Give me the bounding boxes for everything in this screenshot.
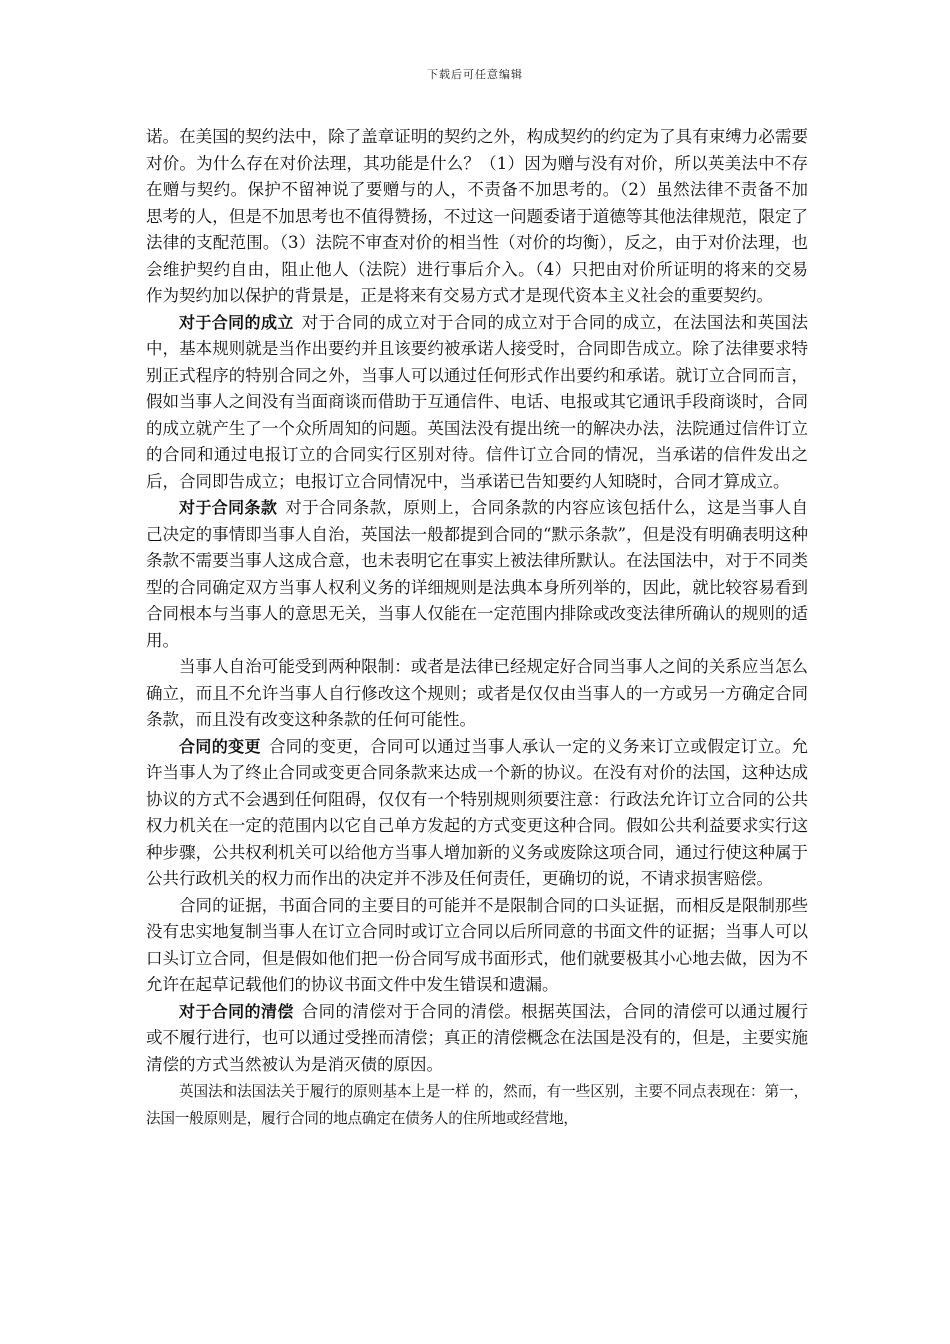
paragraph-text: 当事人自治可能受到两种限制：或者是法律已经规定好合同当事人之间的关系应当怎么确立，而且不允许当事人自行修改这个规则；或者是仅仅由当事人的一方或另一方确定合同条款，而且没有改变这种条款的任何可能性。 — [146, 657, 808, 729]
paragraph-autonomy — [146, 654, 808, 734]
paragraph-discharge — [146, 999, 808, 1079]
paragraph-modification — [146, 734, 808, 893]
paragraph-text: 合同的变更，合同可以通过当事人承认一定的义务来订立或假定订立。允许当事人为了终止合同或变更合同条款来达成一个新的协议。在没有对价的法国，这种达成协议的方式不会遇到任何阻碍，仅仅有一个特别规则须要注意：行政法允许订立合同的公共权力机关在一定的范围内以它自己单方发起的方式变更这种合同。假如公共利益要求实行这种步骤，公共权利机关可以给他方当事人增加新的义务或废除这项合同，通过行使这种属于公共行政机关的权力而作出的决定并不涉及任何责任，更确切的说，不请求损害赔偿。 — [146, 736, 808, 888]
paragraph-text: 对于合同条款，原则上，合同条款的内容应该包括什么，这是当事人自己决定的事情即当事人自治，英国法一般都提到合同的“默示条款”，但是没有明确表明这种条款不需要当事人这成合意，也未表明它在事实上被法律所默认。在法国法中，对于不同类型的合同确定双方当事人权利义务的详细规则是法典本身所列举的，因此，就比较容易看到合同根本与当事人的意思无关，当事人仅能在一定范围内排除或改变法律所确认的规则的适用。 — [146, 498, 808, 650]
paragraph-text: 合同的清偿对于合同的清偿。根据英国法，合同的清偿可以通过履行或不履行进行，也可以通过受挫而清偿；真正的清偿概念在法国是没有的，但是，主要实施清偿的方式当然被认为是消灭债的原因。 — [146, 1001, 808, 1074]
paragraph-formation — [146, 310, 808, 496]
paragraph-evidence — [146, 893, 808, 999]
section-heading-terms: 对于合同条款 — [179, 498, 278, 517]
document-body — [146, 124, 808, 1132]
paragraph-performance — [146, 1078, 808, 1132]
paragraph-text: 合同的证据，书面合同的主要目的可能并不是限制合同的口头证据，而相反是限制那些没有忠实地复制当事人在订立合同时或订立合同以后所同意的书面文件的证据；当事人可以口头订立合同，但是假如他们把一份合同写成书面形式，他们就要极其小心地去做，因为不允许在起草记载他们的协议书面文件中发生错误和遗漏。 — [146, 895, 808, 994]
paragraph-terms — [146, 495, 808, 654]
page-header: 下载后可任意编辑 — [427, 68, 523, 81]
paragraph-text: 诺。在美国的契约法中，除了盖章证明的契约之外，构成契约的约定为了具有束缚力必需要对价。为什么存在对价法理，其功能是什么？（1）因为赠与没有对价，所以英美法中不存在赠与契约。保护不留神说了要赠与的人，不责备不加思考的。（2）虽然法律不责备不加思考的人，但是不加思考也不值得赞扬，不过这一问题委诸于道德等其他法律规范，限定了法律的支配范围。（3）法院不审查对价的相当性（对价的均衡），反之，由于对价法理，也会维护契约自由，阻止他人（法院）进行事后介入。（4）只把由对价所证明的将来的交易作为契约加以保护的背景是，正是将来有交易方式才是现代资本主义社会的重要契约。 — [146, 127, 808, 305]
paragraph-text: 英国法和法国法关于履行的原则基本上是一样 的，然而，有一些区别，主要不同点表现在：第一，法国一般原则是，履行合同的地点确定在债务人的住所地或经营地， — [146, 1083, 808, 1127]
section-heading-modification: 合同的变更 — [179, 736, 261, 756]
paragraph-text: 对于合同的成立对于合同的成立对于合同的成立，在法国法和英国法中，基本规则就是当作出要约并且该要约被承诺人接受时，合同即告成立。除了法律要求特别正式程序的特别合同之外，当事人可以通过任何形式作出要约和承诺。就订立合同而言，假如当事人之间没有当面商谈而借助于互通信件、电话、电报或其它通讯手段商谈时，合同的成立就产生了一个众所周知的问题。英国法没有提出统一的解决办法，法院通过信件订立的合同和通过电报订立的合同实行区别对待。信件订立合同的情况，当承诺的信件发出之后，合同即告成立；电报订立合同情况中，当承诺已告知要约人知晓时，合同才算成立。 — [146, 312, 808, 491]
paragraph-consideration — [146, 124, 808, 310]
section-heading-discharge: 对于合同的清偿 — [179, 1001, 294, 1021]
section-heading-formation: 对于合同的成立 — [179, 312, 294, 332]
